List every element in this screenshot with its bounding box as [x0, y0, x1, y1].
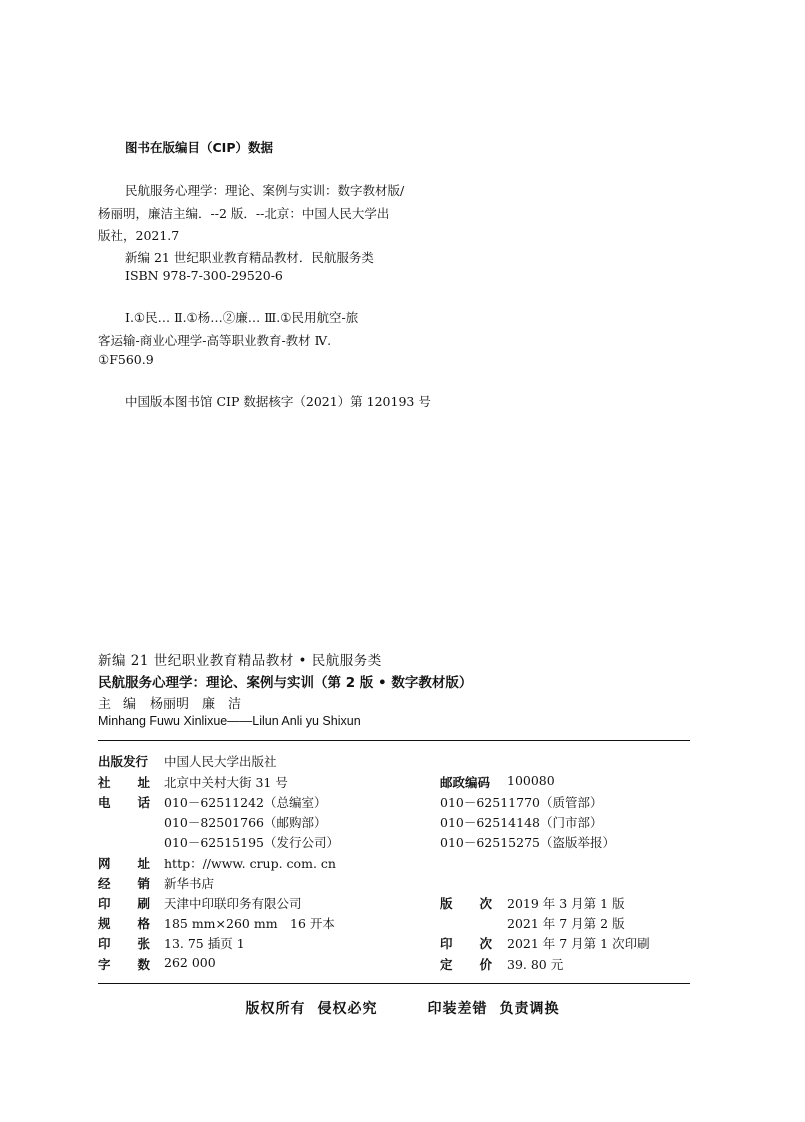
words-value: 262 000 — [164, 955, 216, 970]
phone-editorial: 010－62511242（总编室） — [164, 795, 327, 810]
cip-line-record-number: 中国版本图书馆 CIP 数据核字（2021）第 120193 号 — [125, 394, 431, 409]
cip-heading: 图书在版编目（CIP）数据 — [125, 140, 273, 155]
phone-label-wrap — [98, 793, 150, 811]
address-value: 北京中关村大街 31 号 — [164, 775, 288, 790]
distributor-label: 经销 — [98, 876, 150, 891]
cip-line-series: 新编 21 世纪职业教育精品教材．民航服务类 — [125, 250, 374, 265]
format-label-wrap — [98, 914, 150, 932]
printer-label: 印刷 — [98, 896, 150, 911]
distributor-value: 新华书店 — [164, 876, 215, 891]
publisher-value: 中国人民大学出版社 — [164, 754, 277, 769]
authors-line — [98, 693, 241, 712]
edition-label: 版次 — [440, 896, 492, 911]
cip-line-authors: 杨丽明，廉洁主编．--2 版．--北京：中国人民大学出 — [98, 206, 390, 221]
sheets-value: 13. 75 插页 1 — [164, 936, 245, 951]
impression-label-wrap — [440, 934, 492, 952]
cip-line-title: 民航服务心理学：理论、案例与实训：数字教材版/ — [125, 183, 405, 198]
impression-value: 2021 年 7 月第 1 次印刷 — [507, 936, 650, 951]
phone-distribution: 010－62515195（发行公司） — [164, 835, 339, 850]
sheets-label-wrap — [98, 934, 150, 952]
edition-label-wrap — [440, 894, 492, 912]
authors-names: 杨丽明 廉 洁 — [150, 697, 242, 712]
postcode-value: 100080 — [507, 773, 555, 788]
phone-store: 010－62514148（门市部） — [440, 815, 603, 830]
top-divider — [98, 740, 690, 741]
cip-line-subject-2: 客运输-商业心理学-高等职业教育-教材 Ⅳ. — [98, 333, 332, 348]
edition-second: 2021 年 7 月第 2 版 — [507, 916, 625, 931]
cip-line-classification: ①F560.9 — [98, 352, 154, 367]
website-label-wrap — [98, 854, 150, 872]
address-label: 社址 — [98, 775, 150, 790]
notice-print-errors: 印装差错 — [427, 1001, 488, 1017]
phone-quality: 010－62511770（质管部） — [440, 795, 603, 810]
price-value: 39. 80 元 — [507, 957, 564, 972]
book-title: 民航服务心理学：理论、案例与实训（第 2 版 • 数字教材版） — [98, 675, 473, 691]
words-label-wrap — [98, 955, 150, 973]
notice-replacement: 负责调换 — [499, 1001, 560, 1017]
phone-label: 电话 — [98, 795, 150, 810]
format-value: 185 mm×260 mm 16 开本 — [164, 916, 335, 931]
notice-infringement: 侵权必究 — [317, 1001, 378, 1017]
phone-mail-order: 010－82501766（邮购部） — [164, 815, 327, 830]
bottom-divider — [98, 983, 690, 984]
cip-line-isbn: ISBN 978-7-300-29520-6 — [125, 268, 283, 283]
format-label: 规格 — [98, 916, 150, 931]
copyright-notice — [0, 998, 805, 1018]
phone-piracy-report: 010－62515275（盗版举报） — [440, 835, 615, 850]
price-label-wrap — [440, 955, 492, 973]
notice-rights-reserved: 版权所有 — [245, 1001, 306, 1017]
publisher-label: 出版发行 — [98, 754, 149, 769]
sheets-label: 印张 — [98, 936, 150, 951]
website-value: http：//www. crup. com. cn — [164, 856, 336, 871]
impression-label: 印次 — [440, 936, 492, 951]
cip-line-date: 版社，2021.7 — [98, 228, 180, 243]
price-label: 定价 — [440, 957, 492, 972]
printer-value: 天津中印联印务有限公司 — [164, 896, 302, 911]
words-label: 字数 — [98, 957, 150, 972]
edition-first: 2019 年 3 月第 1 版 — [507, 896, 625, 911]
distributor-label-wrap — [98, 874, 150, 892]
cip-line-subject-1: Ⅰ.①民… Ⅱ.①杨…②廉… Ⅲ.①民用航空-旅 — [125, 310, 359, 325]
postcode-label: 邮政编码 — [440, 775, 491, 790]
authors-label: 主编 — [98, 697, 149, 712]
printer-label-wrap — [98, 894, 150, 912]
pinyin-title: Minhang Fuwu Xinlixue——Lilun Anli yu Shixun — [98, 714, 361, 728]
address-label-wrap — [98, 773, 150, 791]
series-name: 新编 21 世纪职业教育精品教材 • 民航服务类 — [98, 653, 382, 669]
website-label: 网址 — [98, 856, 150, 871]
